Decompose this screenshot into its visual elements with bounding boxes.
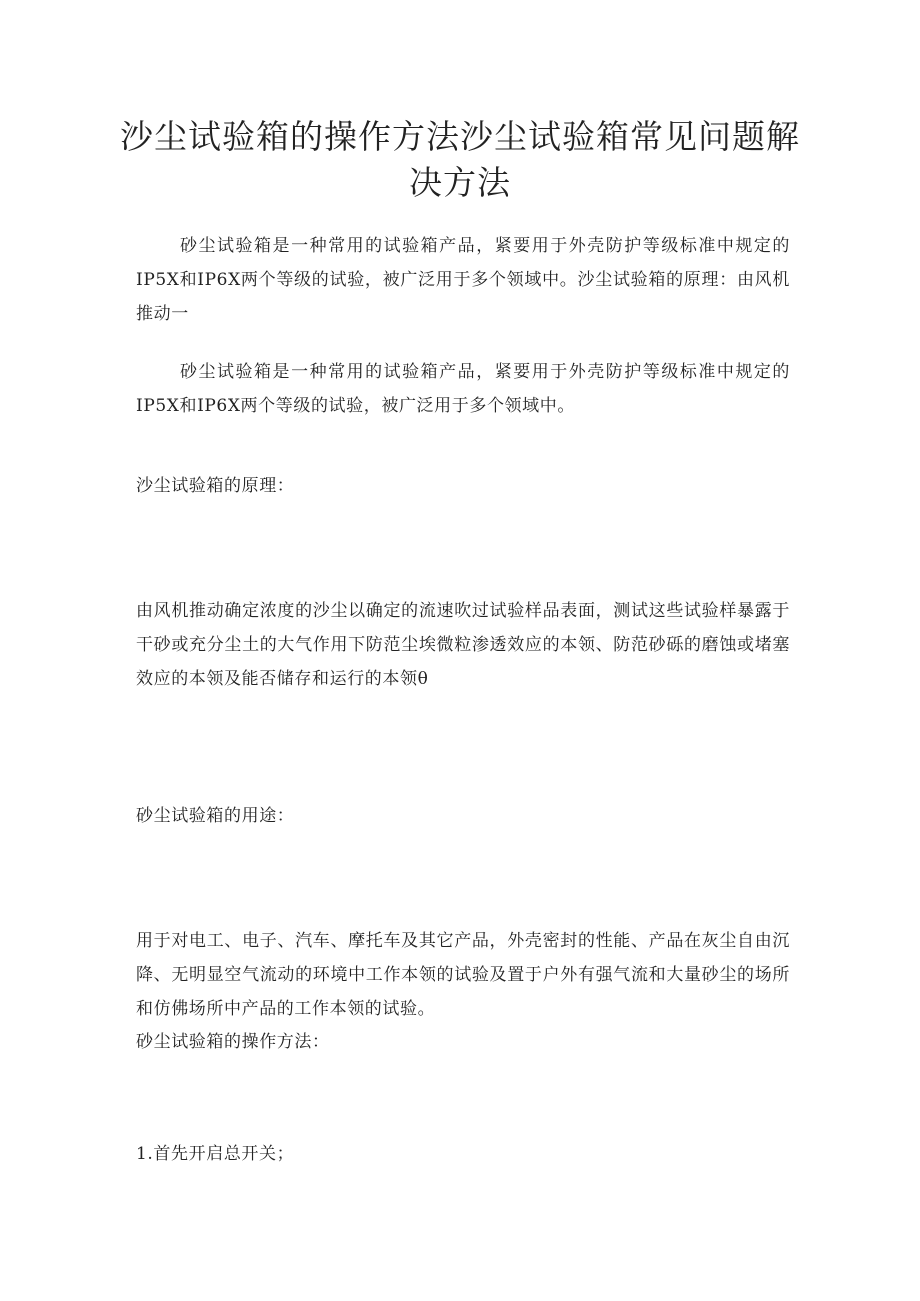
- document-title: 沙尘试验箱的操作方法沙尘试验箱常见问题解决方法: [120, 117, 800, 202]
- paragraph-summary: 砂尘试验箱是一种常用的试验箱产品，紧要用于外壳防护等级标准中规定的IP5X和IP6X两个等级的试验，被广泛用于多个领域中。: [136, 362, 790, 416]
- paragraph-intro: 砂尘试验箱是一种常用的试验箱产品，紧要用于外壳防护等级标准中规定的IP5X和IP6X两个等级的试验，被广泛用于多个领域中。沙尘试验箱的原理：由风机推动一: [136, 236, 790, 324]
- list-item-step-1: 1.首先开启总开关；: [136, 1144, 295, 1164]
- paragraph-principle: 由风机推动确定浓度的沙尘以确定的流速吹过试验样品表面，测试这些试验样暴露于干砂或充分尘土的大气作用下防范尘埃微粒渗透效应的本领、防范砂砾的磨蚀或堵塞效应的本领及能否储存和运行的本领θ: [136, 601, 790, 689]
- heading-operation: 砂尘试验箱的操作方法：: [136, 1032, 330, 1052]
- heading-usage: 砂尘试验箱的用途：: [136, 806, 295, 826]
- paragraph-usage: 用于对电工、电子、汽车、摩托车及其它产品，外壳密封的性能、产品在灰尘自由沉降、无明显空气流动的环境中工作本领的试验及置于户外有强气流和大量砂尘的场所和仿佛场所中产品的工作本领的试验。: [136, 931, 790, 1019]
- heading-principle: 沙尘试验箱的原理：: [136, 476, 295, 496]
